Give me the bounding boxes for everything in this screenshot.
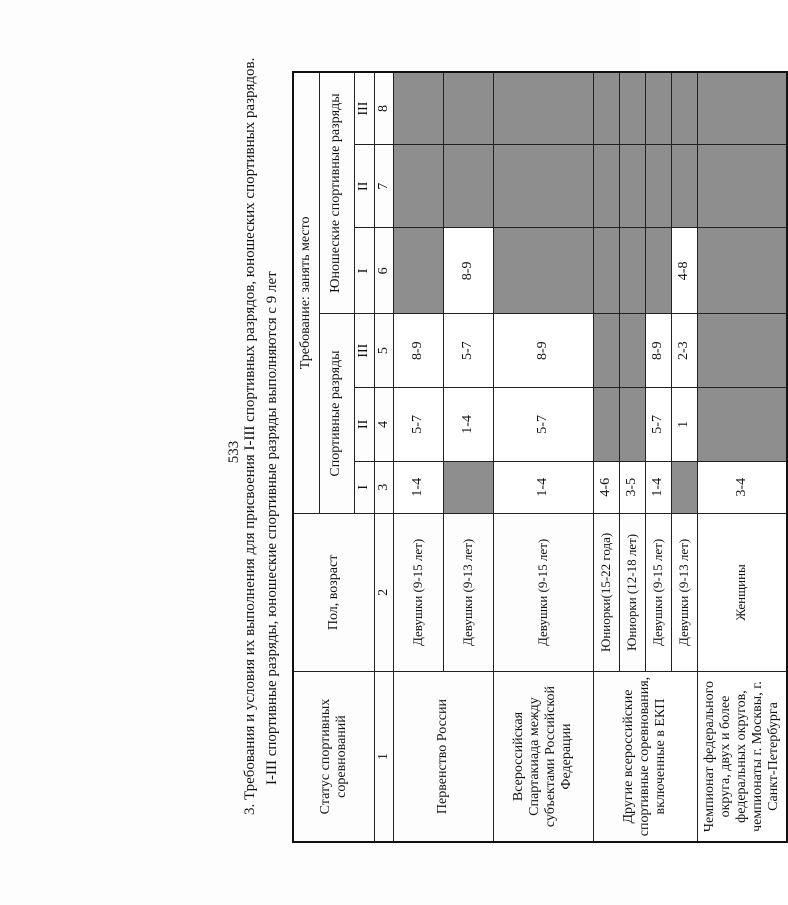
place-cell <box>443 72 493 145</box>
status-cell: Другие всероссийские спортивные соревнования, включенные в ЕКП <box>593 672 697 842</box>
place-cell: 5-7 <box>645 388 671 462</box>
place-cell <box>493 145 593 228</box>
place-cell <box>619 388 645 462</box>
header-sex-age: Пол, возраст <box>293 513 374 671</box>
sex-age-cell: Девушки (9-13 лет) <box>443 513 493 671</box>
place-cell: 8-9 <box>645 314 671 388</box>
col-number: 5 <box>374 314 393 388</box>
table-caption: I-III спортивные разряды, юношеские спортивные разряды выполняются с 9 лет <box>264 271 280 785</box>
place-cell <box>593 314 619 388</box>
table-row <box>393 72 443 842</box>
col-number: 1 <box>374 672 393 842</box>
place-cell <box>593 72 619 145</box>
place-cell <box>393 72 443 145</box>
page-number: 533 <box>226 440 242 464</box>
place-cell <box>593 388 619 462</box>
header-youth-rank-II: II <box>354 145 374 228</box>
place-cell: 3-5 <box>619 461 645 513</box>
rotated-content <box>0 27 781 877</box>
place-cell <box>697 314 787 388</box>
sex-age-cell: Женщины <box>697 513 787 671</box>
place-cell <box>593 228 619 314</box>
sex-age-cell: Юниорки (12-18 лет) <box>619 513 645 671</box>
place-cell: 1-4 <box>645 461 671 513</box>
place-cell <box>671 72 697 145</box>
place-cell <box>645 72 671 145</box>
header-youth-ranks: Юношеские спортивные разряды <box>319 72 354 314</box>
header-rank-II: II <box>354 388 374 462</box>
col-number: 2 <box>374 513 393 671</box>
place-cell: 1-4 <box>493 461 593 513</box>
status-cell: Первенство России <box>393 672 493 842</box>
place-cell: 5-7 <box>493 388 593 462</box>
place-cell: 8-9 <box>493 314 593 388</box>
place-cell <box>697 228 787 314</box>
place-cell <box>697 388 787 462</box>
requirements-table-wrap <box>292 71 781 843</box>
place-cell <box>671 461 697 513</box>
place-cell <box>593 145 619 228</box>
place-cell <box>443 145 493 228</box>
status-cell: Чемпионат федерального округа, двух и более федеральных округов, чемпионаты г. Москвы, г. Санкт-Петербурга <box>697 672 787 842</box>
col-number: 3 <box>374 461 393 513</box>
place-cell <box>493 228 593 314</box>
table-row <box>493 72 593 842</box>
col-number: 4 <box>374 388 393 462</box>
place-cell: 1 <box>671 388 697 462</box>
place-cell: 3-4 <box>697 461 787 513</box>
header-requirement: Требование: занять место <box>293 72 319 513</box>
col-number: 7 <box>374 145 393 228</box>
header-rank-I: I <box>354 461 374 513</box>
place-cell <box>619 72 645 145</box>
place-cell <box>619 228 645 314</box>
place-cell <box>619 314 645 388</box>
place-cell <box>645 228 671 314</box>
col-number: 6 <box>374 228 393 314</box>
requirements-table <box>292 71 788 843</box>
place-cell: 1-4 <box>443 388 493 462</box>
header-sport-ranks: Спортивные разряды <box>319 314 354 513</box>
sex-age-cell: Девушки (9-15 лет) <box>645 513 671 671</box>
place-cell: 5-7 <box>443 314 493 388</box>
place-cell: 5-7 <box>393 388 443 462</box>
col-number: 8 <box>374 72 393 145</box>
place-cell: 8-9 <box>393 314 443 388</box>
place-cell <box>671 145 697 228</box>
place-cell <box>393 228 443 314</box>
header-youth-rank-III: III <box>354 72 374 145</box>
place-cell: 2-3 <box>671 314 697 388</box>
place-cell: 1-4 <box>393 461 443 513</box>
place-cell <box>645 145 671 228</box>
place-cell <box>493 72 593 145</box>
sex-age-cell: Юниорки(15-22 года) <box>593 513 619 671</box>
header-youth-rank-I: I <box>354 228 374 314</box>
place-cell <box>697 145 787 228</box>
sex-age-cell: Девушки (9-15 лет) <box>393 513 443 671</box>
place-cell <box>443 461 493 513</box>
table-row <box>697 72 787 842</box>
place-cell: 8-9 <box>443 228 493 314</box>
header-status: Статус спортивных соревнований <box>293 672 374 842</box>
header-rank-III: III <box>354 314 374 388</box>
status-cell: Всероссийская Спартакиада между субъектами Российской Федерации <box>493 672 593 842</box>
sex-age-cell: Девушки (9-13 лет) <box>671 513 697 671</box>
section-heading: 3. Требования и условия их выполнения для присвоения I-III спортивных разрядов, юношеских спортивных разрядов. <box>242 57 258 815</box>
table-row <box>593 72 619 842</box>
place-cell: 4-6 <box>593 461 619 513</box>
place-cell <box>697 72 787 145</box>
place-cell <box>619 145 645 228</box>
sex-age-cell: Девушки (9-15 лет) <box>493 513 593 671</box>
place-cell: 4-8 <box>671 228 697 314</box>
place-cell <box>393 145 443 228</box>
